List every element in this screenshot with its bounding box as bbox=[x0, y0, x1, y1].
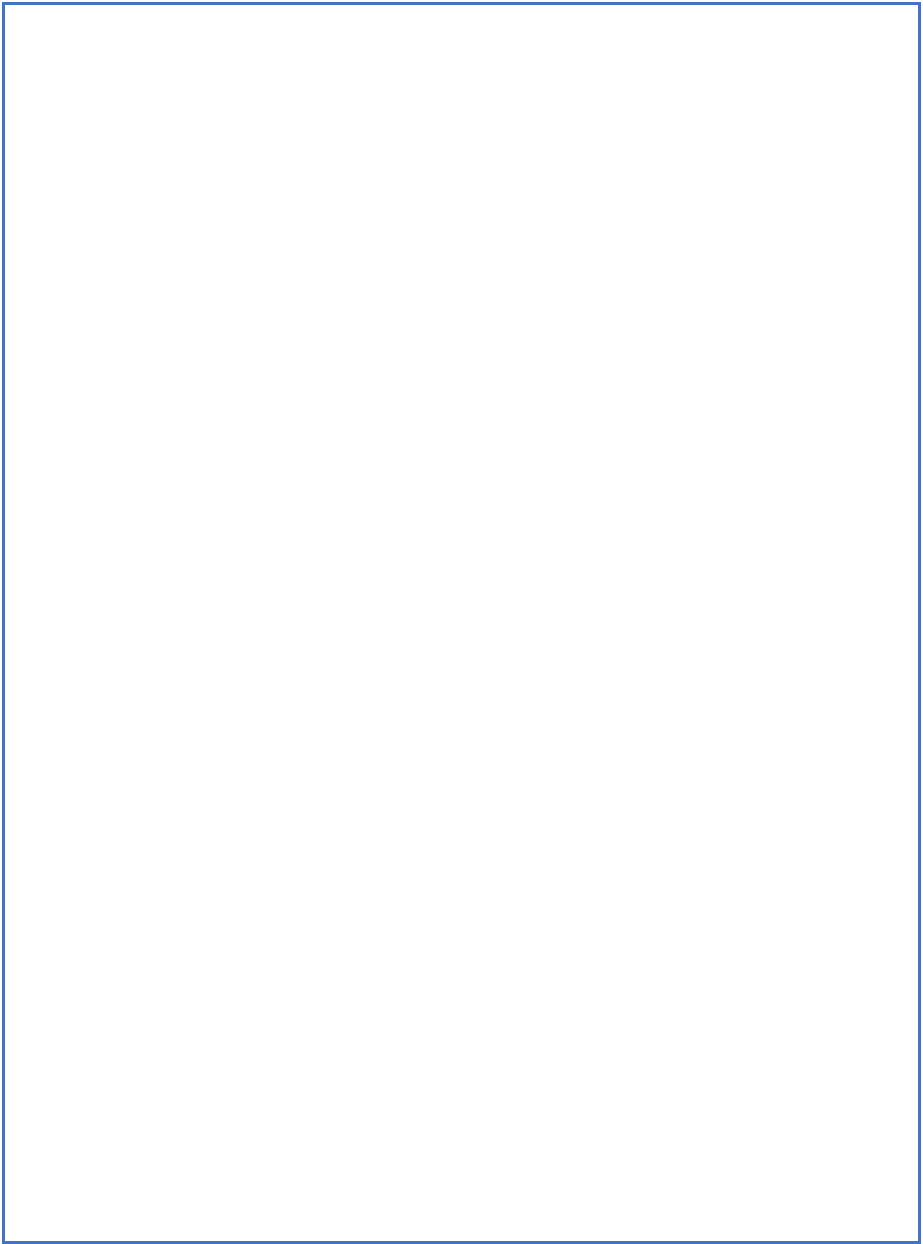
document-frame bbox=[2, 2, 921, 1244]
